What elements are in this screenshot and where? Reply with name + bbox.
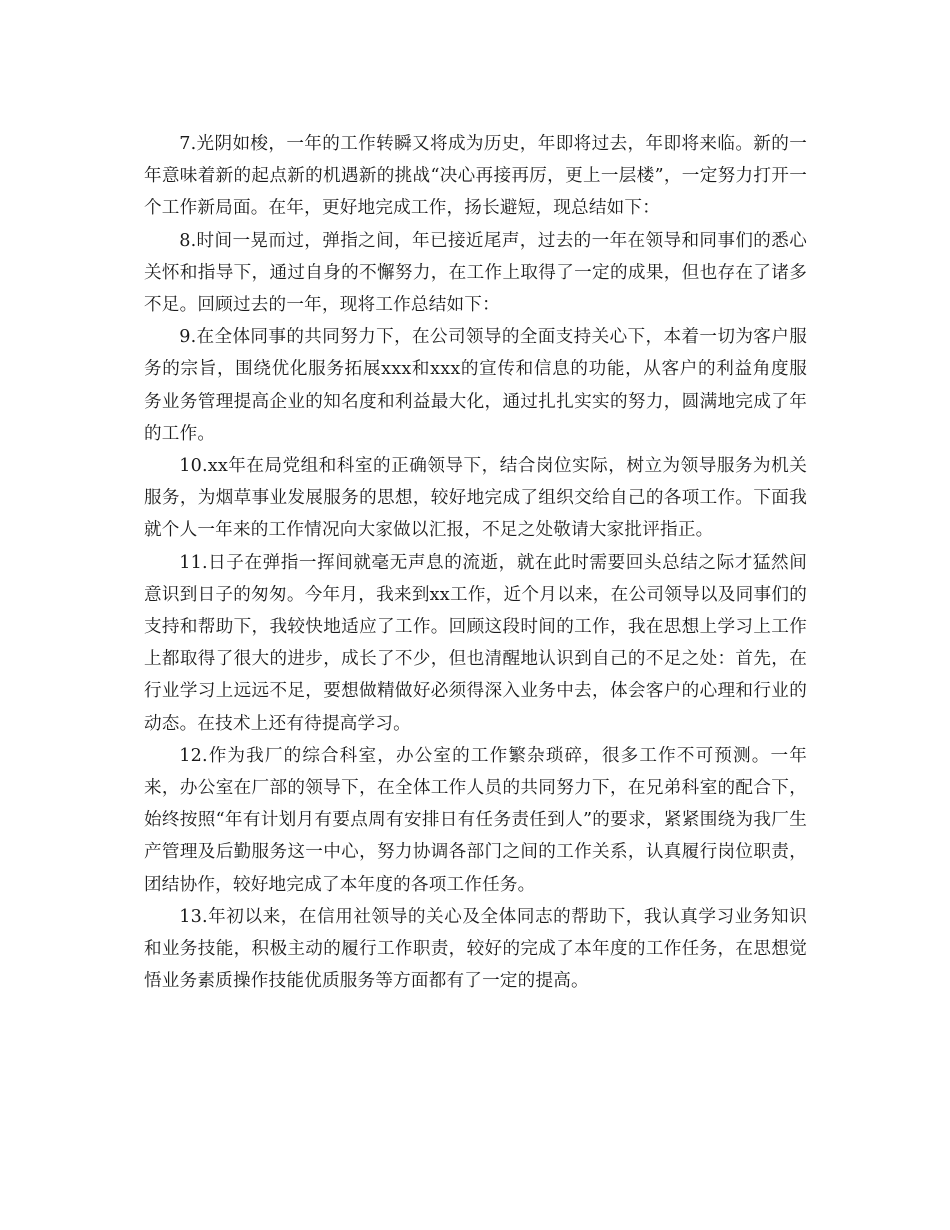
paragraph-7: 7.光阴如梭，一年的工作转瞬又将成为历史，年即将过去，年即将来临。新的一年意味着新的起点新的机遇新的挑战“决心再接再厉，更上一层楼”，一定努力打开一个工作新局面。在年，更好地完成工作，扬长避短，现总结如下： [144, 134, 807, 219]
document-body [144, 128, 807, 997]
paragraph-12: 12.作为我厂的综合科室，办公室的工作繁杂琐碎，很多工作不可预测。一年来，办公室在厂部的领导下，在全体工作人员的共同努力下，在兄弟科室的配合下，始终按照“年有计划月有要点周有安排日有任务责任到人”的要求，紧紧围绕为我厂生产管理及后勤服务这一中心，努力协调各部门之间的工作关系，认真履行岗位职责，团结协作，较好地完成了本年度的各项工作任务。 [144, 745, 807, 895]
paragraph-8: 8.时间一晃而过，弹指之间，年已接近尾声，过去的一年在领导和同事们的悉心关怀和指导下，通过自身的不懈努力，在工作上取得了一定的成果，但也存在了诸多不足。回顾过去的一年，现将工作总结如下： [144, 230, 807, 316]
paragraph-10: 10.xx年在局党组和科室的正确领导下，结合岗位实际，树立为领导服务为机关服务，为烟草事业发展服务的思想，较好地完成了组织交给自己的各项工作。下面我就个人一年来的工作情况向大家做以汇报，不足之处敬请大家批评指正。 [144, 456, 807, 541]
paragraph-13: 13.年初以来，在信用社领导的关心及全体同志的帮助下，我认真学习业务知识和业务技能，积极主动的履行工作职责，较好的完成了本年度的工作任务，在思想觉悟业务素质操作技能优质服务等方面都有了一定的提高。 [144, 906, 807, 992]
paragraph-11: 11.日子在弹指一挥间就毫无声息的流逝，就在此时需要回头总结之际才猛然间意识到日子的匆匆。今年月，我来到xx工作，近个月以来，在公司领导以及同事们的支持和帮助下，我较快地适应了工作。回顾这段时间的工作，我在思想上学习上工作上都取得了很大的进步，成长了不少，但也清醒地认识到自己的不足之处：首先，在行业学习上远远不足，要想做精做好必须得深入业务中去，体会客户的心理和行业的动态。在技术上还有待提高学习。 [144, 552, 807, 734]
paragraph-9: 9.在全体同事的共同努力下，在公司领导的全面支持关心下，本着一切为客户服务的宗旨，围绕优化服务拓展xxx和xxx的宣传和信息的功能，从客户的利益角度服务业务管理提高企业的知名度和利益最大化，通过扎扎实实的努力，圆满地完成了年的工作。 [144, 327, 807, 444]
